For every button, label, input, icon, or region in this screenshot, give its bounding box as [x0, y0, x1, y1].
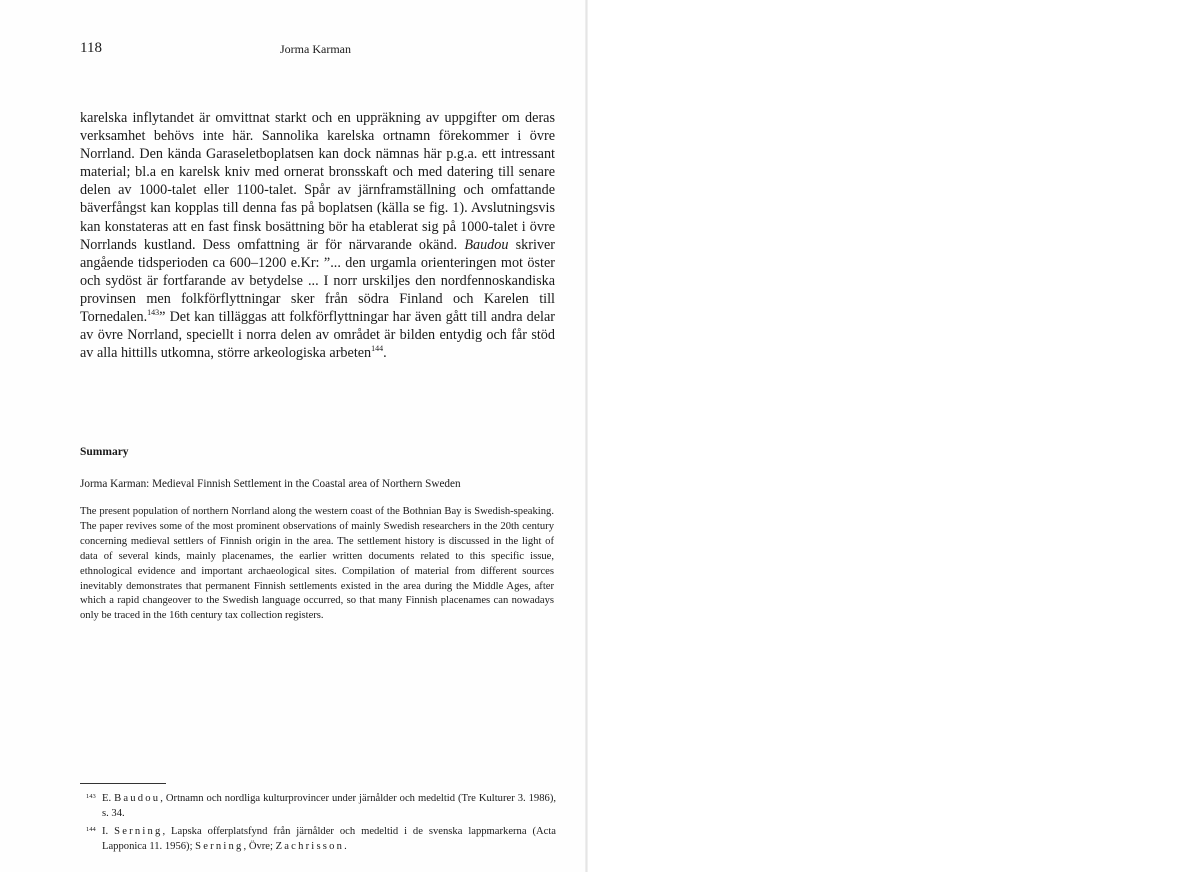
footnote-143: [80, 791, 556, 822]
footnote-number: 143: [86, 793, 96, 800]
running-head: [80, 40, 560, 60]
footnotes: [80, 791, 556, 857]
summary-heading: Summary: [80, 446, 129, 458]
footnote-ref-144[interactable]: 144: [371, 344, 384, 354]
footnote-author: Serning: [114, 825, 163, 837]
page-number: 118: [80, 40, 102, 56]
body-text-part-3: ” Det kan tilläggas att folkförflyttningar har även gått till andra delar av övre Norrland, speciellt i norra delen av området är bilden entydig och får stöd av alla hittills utkomna, större arkeologiska arbeten: [80, 309, 555, 362]
footnote-divider: [80, 783, 166, 784]
running-head-author: Jorma Karman: [280, 42, 351, 56]
body-text-part-4: .: [383, 345, 387, 362]
footnote-ref-143[interactable]: 143: [147, 308, 160, 318]
footnote-text-3: .: [344, 841, 347, 853]
body-text-part-2: skriver angående tidsperioden ca 600–1200 e.Kr: ”... den urgamla orienteringen mot öster och sydöst är fortfarande av betydelse ... I norr urskiljes den nordfennoskandiska provinsen men folkförflyttningar sker från södra Finland och Karelen till Tornedalen.: [80, 236, 556, 326]
cited-author: Baudou: [464, 236, 509, 253]
left-page: [0, 0, 588, 872]
footnote-text-2: , Övre;: [243, 841, 273, 853]
footnote-author: Baudou: [114, 793, 161, 804]
footnote-author-2: Serning: [195, 841, 244, 853]
footnote-text: , Ortnamn och nordliga kulturprovincer under järnålder och medeltid (Tre Kulturer 3. 1986), s. 34.: [102, 793, 556, 820]
footnote-number: 144: [86, 825, 96, 833]
right-page-blank: [588, 0, 1200, 872]
body-text-part-1: karelska inflytandet är omvittnat starkt och en uppräkning av uppgifter om deras verksamhet behövs inte här. Sannolika karelska ortnamn förekommer i övre Norrland. Den kända Garaseletboplatsen kan dock nämnas här p.g.a. ett intressant material; bl.a en karelsk kniv med ornerat bronsskaft och med datering till senare delen av 1000-talet eller 1100-talet. Spår av järnframställning och omfattande bäverfångst kan kopplas till denna fas på boplatsen (källa se fig. 1). Avslutningsvis kan konstateras att en fast finsk bosättning bör ha etablerat sig på 1000-talet i övre Norrlands kustland. Dess omfattning är för närvarande okänd.: [80, 110, 555, 253]
footnote-text: , Lapska offerplatsfynd från järnålder och medeltid i de svenska lappmarkerna (Acta Lapponica 11. 1956);: [102, 825, 556, 853]
footnote-144: [80, 824, 556, 855]
footnote-initial: I.: [102, 825, 109, 837]
footnote-initial: E.: [102, 793, 112, 804]
footnote-author-3: Zachrisson: [275, 841, 345, 853]
summary-text: The present population of northern Norrland along the western coast of the Bothnian Bay is Swedish-speaking. The paper revives some of the most prominent observations of mainly Swedish researchers in the 20th century concerning medieval settlers of Finnish origin in the area. The settlement history is discussed in the light of data of several kinds, mainly placenames, the earlier written documents related to this specific issue, ethnological evidence and important archaeological sites. Compilation of material from different sources inevitably demonstrates that permanent Finnish settlements existed in the area during the Middle Ages, after which a rapid changeover to the Swedish language occurred, so that many Finnish placenames can nowadays only be traced in the 16th century tax collection registers.: [80, 506, 554, 622]
body-paragraph: [80, 109, 555, 362]
summary-subtitle: Jorma Karman: Medieval Finnish Settlement in the Coastal area of Northern Sweden: [80, 478, 461, 490]
